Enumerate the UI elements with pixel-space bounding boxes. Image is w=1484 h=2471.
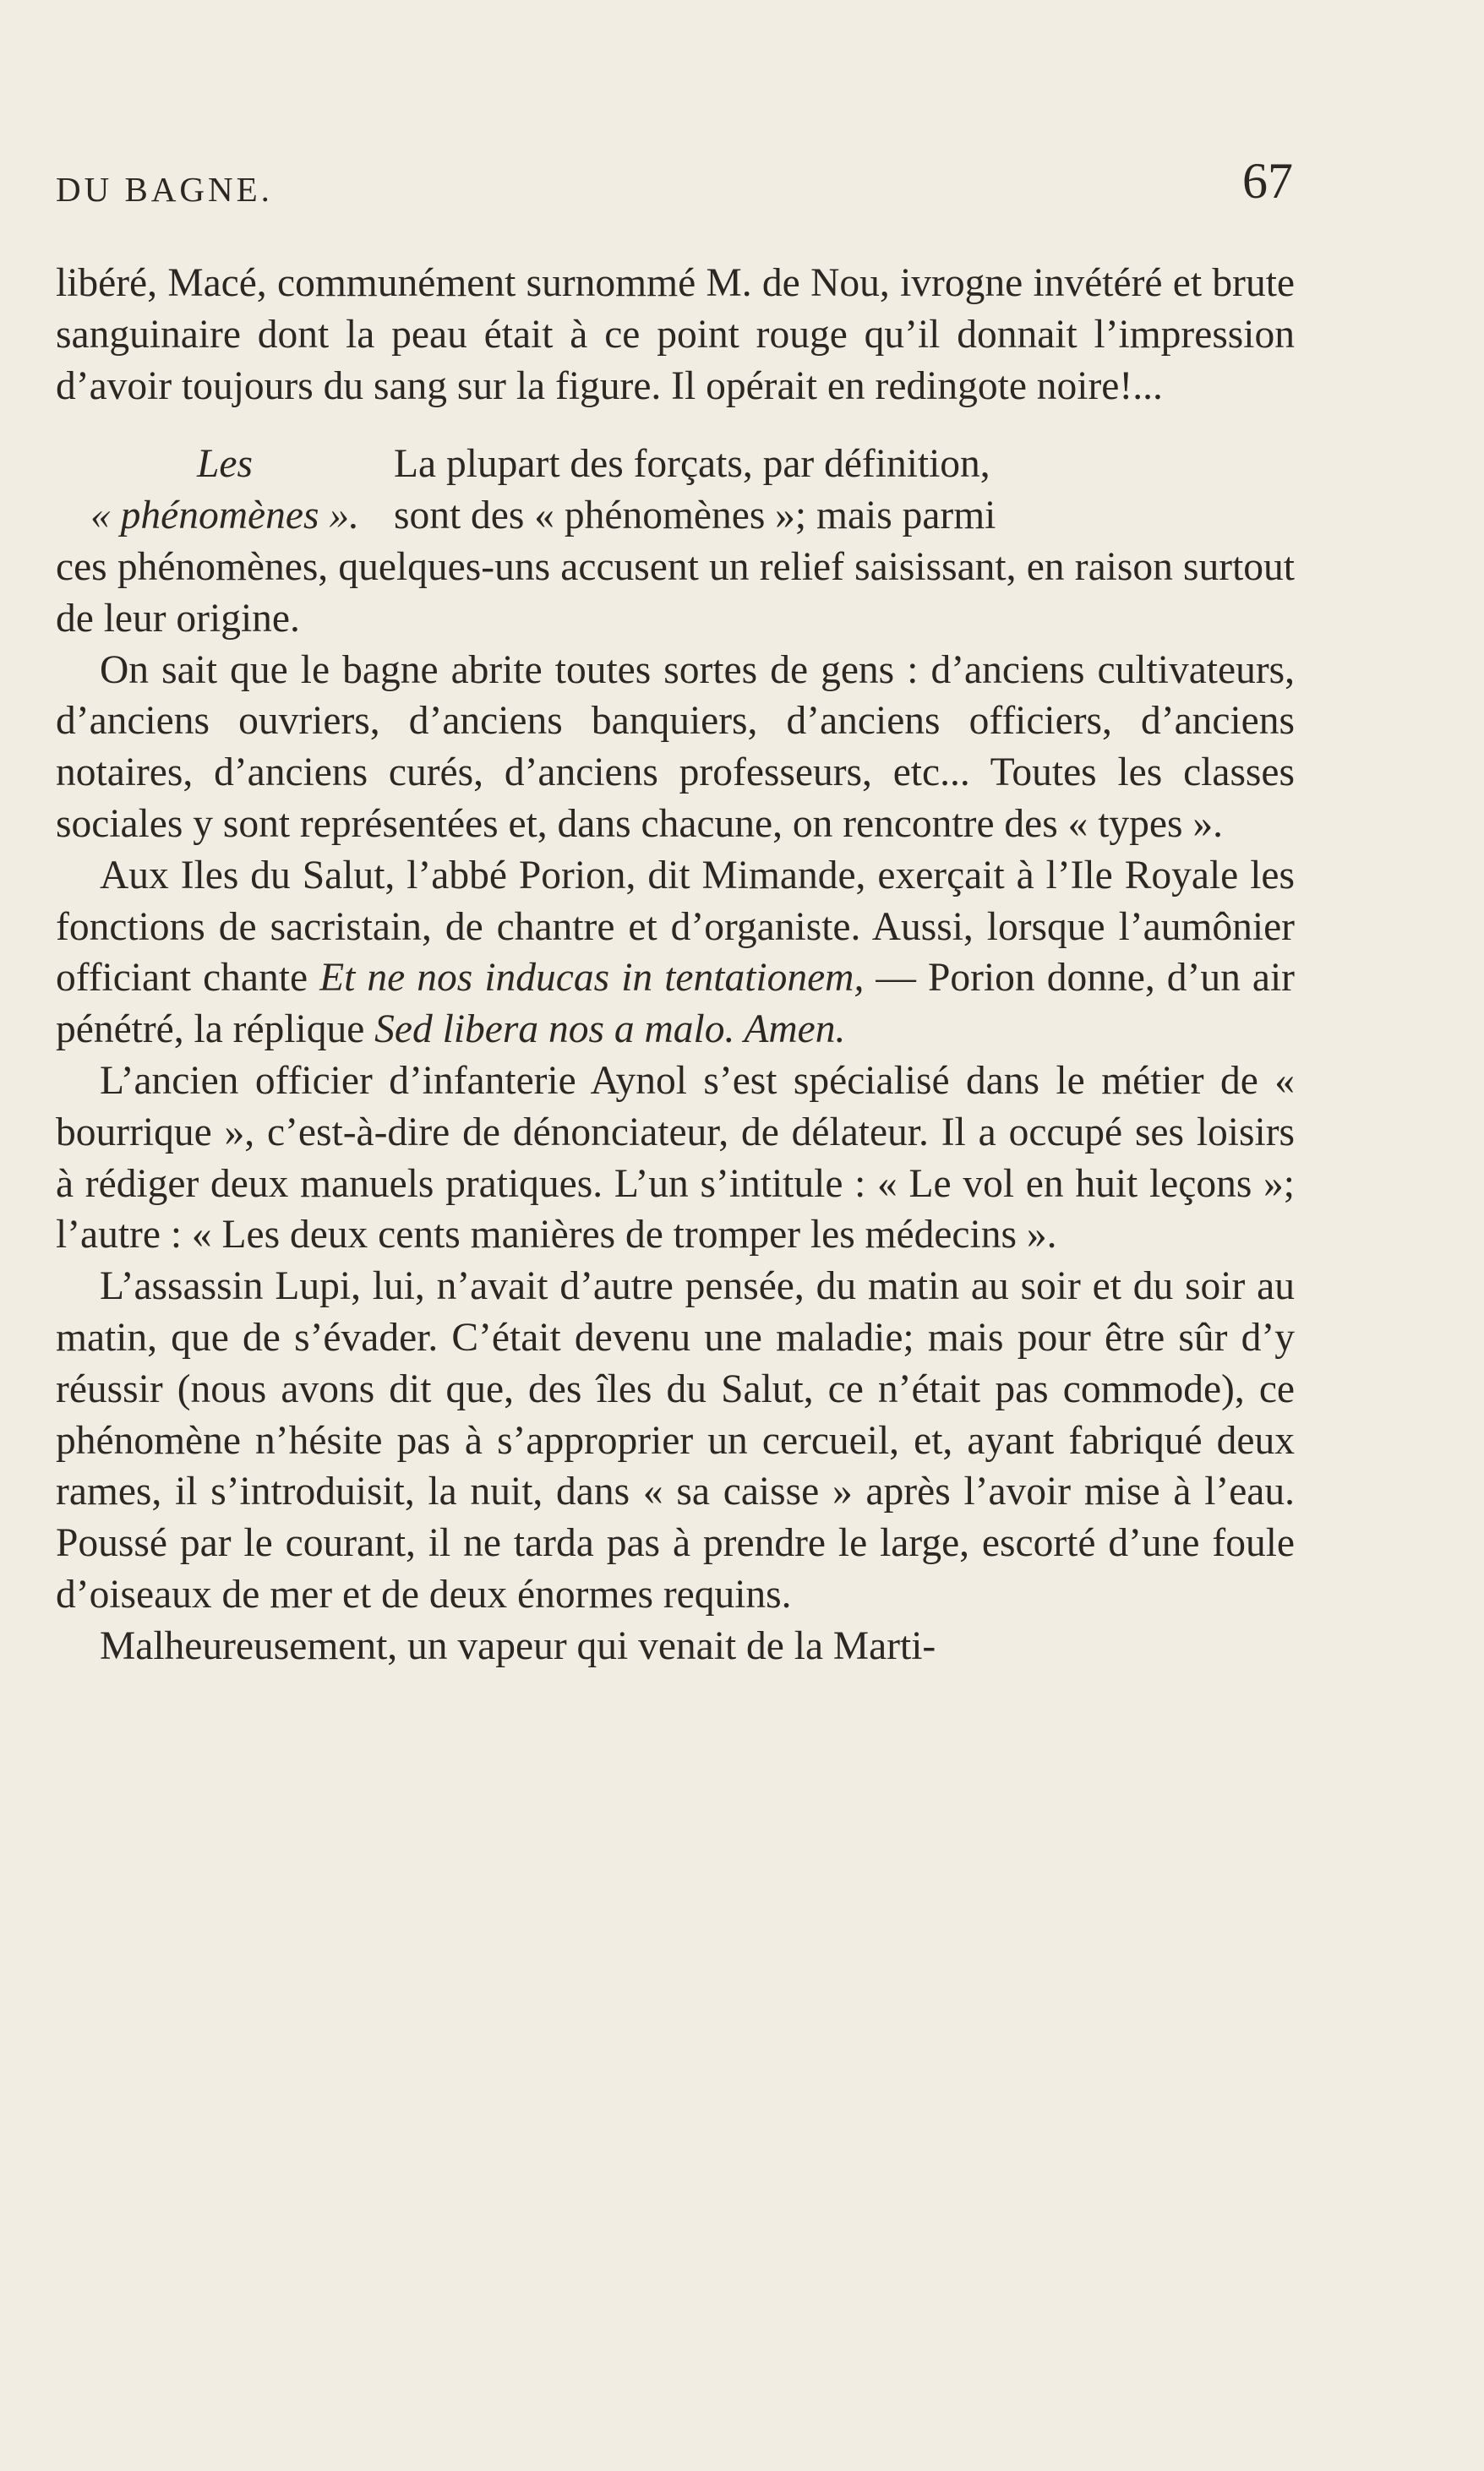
- paragraph-line: sont des « phénomènes »; mais parmi: [394, 494, 996, 538]
- marginal-note-line: Les: [197, 442, 253, 487]
- paragraph: On sait que le bagne abrite toutes sortes de gens : d’anciens cultivateurs, d’anciens ouvriers, d’anciens banquiers, d’anciens officiers, d’anciens notaires, d’anciens curés, d’anciens professeurs, etc... Toutes les classes sociales y sont représentées et, dans chacune, on rencontre des « types ».: [56, 647, 1295, 846]
- paragraph-line: La plupart des forçats, par définition,: [394, 442, 990, 487]
- paragraph: ces phénomènes, quelques-uns accusent un relief saisissant, en raison surtout de leur origine.: [56, 544, 1295, 641]
- paragraph: L’assassin Lupi, lui, n’avait d’autre pensée, du matin au soir et du soir au matin, que de s’évader. C’était devenu une maladie; mais pour être sûr d’y réussir (nous avons dit que, des îles du Salut, ce n’était pas commode), ce phénomène n’hésite pas à s’approprier un cercueil, et, ayant fabriqué deux rames, il s’introduisit, la nuit, dans « sa caisse » après l’avoir mise à l’eau. Poussé par le courant, il ne tarda pas à prendre le large, escorté d’une foule d’oiseaux de mer et de deux énormes requins.: [56, 1264, 1295, 1617]
- page-number: 67: [1242, 153, 1293, 209]
- marginal-note-line: « phénomènes ».: [90, 494, 359, 538]
- paragraph: Malheureusement, un vapeur qui venait de la Marti-: [100, 1623, 936, 1668]
- latin-quote: Et ne nos inducas in tentationem,: [319, 956, 865, 1001]
- paragraph: libéré, Macé, communément surnommé M. de Nou, ivrogne invétéré et brute sanguinaire dont la peau était à ce point rouge qu’il donnait l’impression d’avoir toujours du sang sur la figure. Il opérait en redingote noire!...: [56, 261, 1295, 408]
- running-head: DU BAGNE.: [56, 170, 273, 209]
- paragraph: [56, 850, 1295, 1055]
- paragraph-text: — Porion donne, d’un air pénétré, la réplique: [56, 956, 1295, 1052]
- paragraph: L’ancien officier d’infanterie Aynol s’est spécialisé dans le métier de « bourrique », c’est-à-dire de dénonciateur, de délateur. Il a occupé ses loisirs à rédiger deux manuels pratiques. L’un s’intitule : « Le vol en huit leçons »; l’autre : « Les deux cents manières de tromper les médecins ».: [56, 1058, 1295, 1257]
- text-body: [56, 258, 1295, 1672]
- latin-quote: Sed libera nos a malo. Amen.: [374, 1007, 846, 1052]
- paragraph-text: Aux Iles du Salut, l’abbé Porion, dit Mimande, exerçait à l’Ile Royale les fonctions de sacristain, de chantre et d’organiste. Aussi, lorsque l’aumônier officiant chante: [56, 853, 1295, 1001]
- marginal-row: [56, 490, 1295, 542]
- marginal-row: [56, 439, 1295, 490]
